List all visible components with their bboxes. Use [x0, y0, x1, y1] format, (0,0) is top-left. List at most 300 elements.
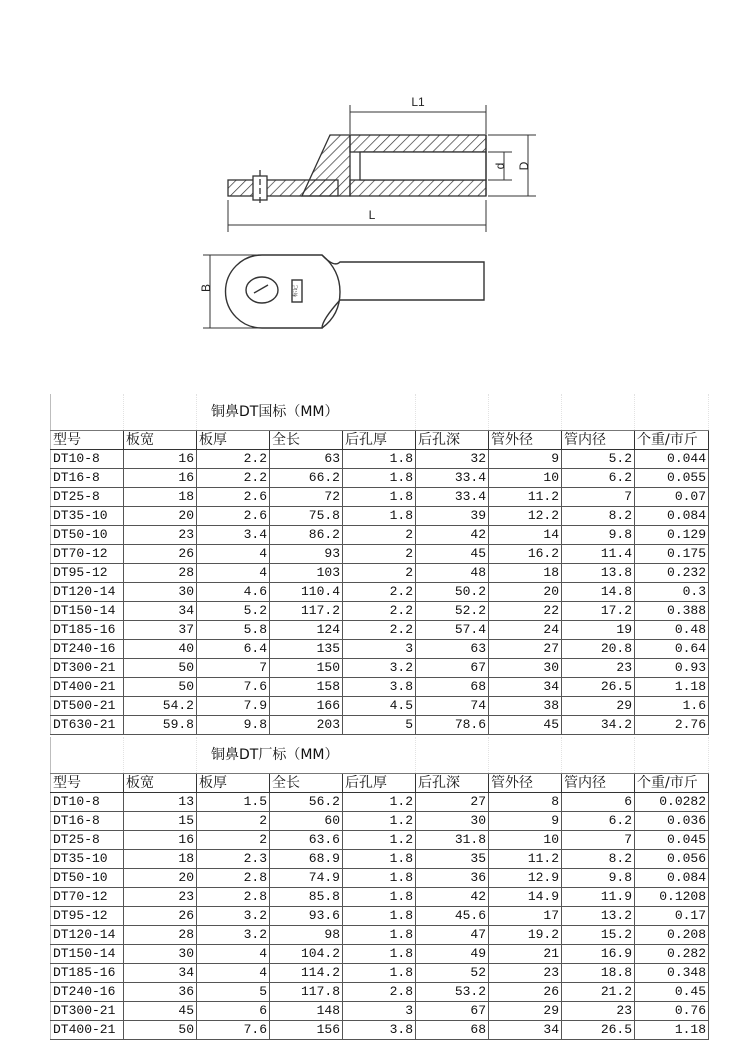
value-cell: 98 — [270, 926, 343, 945]
value-cell: 3.2 — [197, 907, 270, 926]
label-d-outer: D — [517, 161, 531, 171]
value-cell: 6.2 — [562, 469, 635, 488]
value-cell: 0.208 — [635, 926, 709, 945]
value-cell: 203 — [270, 716, 343, 735]
value-cell: 49 — [416, 945, 489, 964]
value-cell: 6 — [562, 793, 635, 812]
value-cell: 16.9 — [562, 945, 635, 964]
column-header: 后孔厚 — [343, 431, 416, 450]
value-cell: 52.2 — [416, 602, 489, 621]
value-cell: 21 — [489, 945, 562, 964]
value-cell: 67 — [416, 659, 489, 678]
table-title-row — [51, 737, 709, 774]
value-cell: 3.4 — [197, 526, 270, 545]
value-cell: 45 — [489, 716, 562, 735]
value-cell: 9 — [489, 450, 562, 469]
value-cell: 2.2 — [197, 450, 270, 469]
table-row — [51, 907, 709, 926]
value-cell: 34 — [124, 602, 197, 621]
value-cell: 9.8 — [197, 716, 270, 735]
value-cell: 2.8 — [197, 869, 270, 888]
value-cell: 14.8 — [562, 583, 635, 602]
value-cell: 4.5 — [343, 697, 416, 716]
value-cell: 31.8 — [416, 831, 489, 850]
value-cell: 39 — [416, 507, 489, 526]
value-cell: 6.2 — [562, 812, 635, 831]
table-row — [51, 716, 709, 735]
value-cell: 29 — [489, 1002, 562, 1021]
value-cell: 0.388 — [635, 602, 709, 621]
value-cell: 30 — [416, 812, 489, 831]
value-cell: 27 — [416, 793, 489, 812]
value-cell: 3.2 — [197, 926, 270, 945]
value-cell: 3 — [343, 640, 416, 659]
label-d-inner: d — [493, 162, 507, 170]
value-cell: 68.9 — [270, 850, 343, 869]
value-cell: 114.2 — [270, 964, 343, 983]
value-cell: 10 — [489, 469, 562, 488]
value-cell: 93.6 — [270, 907, 343, 926]
value-cell: 1.8 — [343, 469, 416, 488]
value-cell: 0.045 — [635, 831, 709, 850]
model-cell: DT95-12 — [51, 907, 124, 926]
value-cell: 11.2 — [489, 488, 562, 507]
value-cell: 85.8 — [270, 888, 343, 907]
table-row — [51, 450, 709, 469]
table-row — [51, 850, 709, 869]
value-cell: 21.2 — [562, 983, 635, 1002]
value-cell: 0.036 — [635, 812, 709, 831]
national-standard-table — [50, 394, 709, 735]
column-header: 后孔深 — [416, 431, 489, 450]
value-cell: 1.8 — [343, 869, 416, 888]
value-cell: 124 — [270, 621, 343, 640]
table-row — [51, 564, 709, 583]
value-cell: 23 — [124, 888, 197, 907]
value-cell: 1.8 — [343, 450, 416, 469]
column-header: 全长 — [270, 431, 343, 450]
value-cell: 5.2 — [562, 450, 635, 469]
table-row — [51, 469, 709, 488]
lug-technical-drawing — [0, 0, 750, 392]
model-cell: DT150-14 — [51, 602, 124, 621]
value-cell: 59.8 — [124, 716, 197, 735]
value-cell: 93 — [270, 545, 343, 564]
value-cell: 8.2 — [562, 850, 635, 869]
value-cell: 8 — [489, 793, 562, 812]
value-cell: 16 — [124, 469, 197, 488]
value-cell: 0.282 — [635, 945, 709, 964]
value-cell: 20.8 — [562, 640, 635, 659]
value-cell: 14.9 — [489, 888, 562, 907]
value-cell: 42 — [416, 888, 489, 907]
marking-stamp: 标记 — [292, 284, 299, 298]
value-cell: 4.6 — [197, 583, 270, 602]
value-cell: 23 — [489, 964, 562, 983]
value-cell: 38 — [489, 697, 562, 716]
label-l: L — [368, 208, 376, 222]
table-row — [51, 831, 709, 850]
value-cell: 34 — [489, 678, 562, 697]
column-header: 板厚 — [197, 774, 270, 793]
value-cell: 18.8 — [562, 964, 635, 983]
value-cell: 7 — [562, 831, 635, 850]
value-cell: 50.2 — [416, 583, 489, 602]
value-cell: 28 — [124, 926, 197, 945]
table-title: 铜鼻DT厂标（MM） — [197, 737, 416, 774]
value-cell: 74.9 — [270, 869, 343, 888]
value-cell: 3.8 — [343, 1021, 416, 1040]
column-header: 管外径 — [489, 431, 562, 450]
value-cell: 35 — [416, 850, 489, 869]
table-row — [51, 640, 709, 659]
value-cell: 22 — [489, 602, 562, 621]
model-cell: DT10-8 — [51, 793, 124, 812]
column-header: 后孔厚 — [343, 774, 416, 793]
value-cell: 34 — [489, 1021, 562, 1040]
column-header: 个重/市斤 — [635, 774, 709, 793]
value-cell: 18 — [124, 488, 197, 507]
value-cell: 11.4 — [562, 545, 635, 564]
model-cell: DT70-12 — [51, 545, 124, 564]
value-cell: 0.07 — [635, 488, 709, 507]
value-cell: 0.084 — [635, 869, 709, 888]
value-cell: 2.8 — [197, 888, 270, 907]
value-cell: 1.8 — [343, 907, 416, 926]
value-cell: 0.232 — [635, 564, 709, 583]
model-cell: DT120-14 — [51, 926, 124, 945]
model-cell: DT500-21 — [51, 697, 124, 716]
value-cell: 34.2 — [562, 716, 635, 735]
model-cell: DT240-16 — [51, 983, 124, 1002]
value-cell: 3 — [343, 1002, 416, 1021]
table-row — [51, 621, 709, 640]
value-cell: 0.175 — [635, 545, 709, 564]
value-cell: 12.9 — [489, 869, 562, 888]
value-cell: 2.6 — [197, 488, 270, 507]
value-cell: 5 — [343, 716, 416, 735]
value-cell: 1.18 — [635, 1021, 709, 1040]
value-cell: 15.2 — [562, 926, 635, 945]
table-row — [51, 697, 709, 716]
column-header: 管内径 — [562, 774, 635, 793]
value-cell: 57.4 — [416, 621, 489, 640]
value-cell: 1.8 — [343, 507, 416, 526]
model-cell: DT185-16 — [51, 964, 124, 983]
value-cell: 1.2 — [343, 812, 416, 831]
value-cell: 2.2 — [343, 602, 416, 621]
value-cell: 16 — [124, 831, 197, 850]
value-cell: 26.5 — [562, 678, 635, 697]
value-cell: 2.8 — [343, 983, 416, 1002]
column-header: 型号 — [51, 431, 124, 450]
column-header: 板宽 — [124, 431, 197, 450]
value-cell: 18 — [124, 850, 197, 869]
value-cell: 18 — [489, 564, 562, 583]
value-cell: 0.084 — [635, 507, 709, 526]
value-cell: 1.8 — [343, 850, 416, 869]
value-cell: 56.2 — [270, 793, 343, 812]
value-cell: 68 — [416, 1021, 489, 1040]
value-cell: 0.17 — [635, 907, 709, 926]
value-cell: 26.5 — [562, 1021, 635, 1040]
model-cell: DT25-8 — [51, 488, 124, 507]
value-cell: 30 — [124, 945, 197, 964]
value-cell: 4 — [197, 945, 270, 964]
model-cell: DT240-16 — [51, 640, 124, 659]
value-cell: 13 — [124, 793, 197, 812]
table-row — [51, 983, 709, 1002]
model-cell: DT16-8 — [51, 812, 124, 831]
value-cell: 148 — [270, 1002, 343, 1021]
table-row — [51, 526, 709, 545]
table-row — [51, 507, 709, 526]
value-cell: 4 — [197, 564, 270, 583]
value-cell: 1.2 — [343, 831, 416, 850]
table-title-row — [51, 394, 709, 431]
value-cell: 52 — [416, 964, 489, 983]
value-cell: 78.6 — [416, 716, 489, 735]
value-cell: 1.18 — [635, 678, 709, 697]
value-cell: 66.2 — [270, 469, 343, 488]
value-cell: 50 — [124, 659, 197, 678]
value-cell: 2 — [197, 812, 270, 831]
value-cell: 1.8 — [343, 945, 416, 964]
value-cell: 11.2 — [489, 850, 562, 869]
value-cell: 36 — [124, 983, 197, 1002]
table-row — [51, 678, 709, 697]
value-cell: 13.8 — [562, 564, 635, 583]
model-cell: DT50-10 — [51, 526, 124, 545]
value-cell: 11.9 — [562, 888, 635, 907]
value-cell: 1.8 — [343, 964, 416, 983]
value-cell: 42 — [416, 526, 489, 545]
value-cell: 54.2 — [124, 697, 197, 716]
model-cell: DT16-8 — [51, 469, 124, 488]
value-cell: 68 — [416, 678, 489, 697]
value-cell: 19.2 — [489, 926, 562, 945]
value-cell: 20 — [489, 583, 562, 602]
value-cell: 103 — [270, 564, 343, 583]
table-title: 铜鼻DT国标（MM） — [197, 394, 416, 431]
label-b: B — [199, 283, 213, 293]
value-cell: 1.8 — [343, 488, 416, 507]
value-cell: 13.2 — [562, 907, 635, 926]
value-cell: 50 — [124, 678, 197, 697]
value-cell: 7.6 — [197, 678, 270, 697]
value-cell: 2.2 — [197, 469, 270, 488]
value-cell: 30 — [489, 659, 562, 678]
value-cell: 2 — [343, 564, 416, 583]
value-cell: 2.2 — [343, 621, 416, 640]
table-row — [51, 964, 709, 983]
value-cell: 8.2 — [562, 507, 635, 526]
value-cell: 67 — [416, 1002, 489, 1021]
value-cell: 53.2 — [416, 983, 489, 1002]
value-cell: 16 — [124, 450, 197, 469]
value-cell: 20 — [124, 507, 197, 526]
table-row — [51, 812, 709, 831]
value-cell: 0.044 — [635, 450, 709, 469]
table-row — [51, 793, 709, 812]
column-header: 型号 — [51, 774, 124, 793]
side-section-view — [228, 135, 486, 206]
table-row — [51, 1021, 709, 1040]
value-cell: 75.8 — [270, 507, 343, 526]
value-cell: 9.8 — [562, 869, 635, 888]
value-cell: 1.8 — [343, 888, 416, 907]
label-l1: L1 — [411, 95, 425, 109]
value-cell: 1.5 — [197, 793, 270, 812]
value-cell: 1.8 — [343, 926, 416, 945]
value-cell: 117.2 — [270, 602, 343, 621]
table-row — [51, 545, 709, 564]
value-cell: 0.0282 — [635, 793, 709, 812]
value-cell: 47 — [416, 926, 489, 945]
value-cell: 5 — [197, 983, 270, 1002]
column-header: 全长 — [270, 774, 343, 793]
value-cell: 45 — [416, 545, 489, 564]
table-header-row — [51, 431, 709, 450]
value-cell: 30 — [124, 583, 197, 602]
value-cell: 32 — [416, 450, 489, 469]
value-cell: 26 — [124, 545, 197, 564]
column-header: 管外径 — [489, 774, 562, 793]
value-cell: 5.8 — [197, 621, 270, 640]
value-cell: 63 — [416, 640, 489, 659]
table-row — [51, 659, 709, 678]
value-cell: 2.6 — [197, 507, 270, 526]
table-row — [51, 869, 709, 888]
value-cell: 12.2 — [489, 507, 562, 526]
model-cell: DT35-10 — [51, 850, 124, 869]
value-cell: 9 — [489, 812, 562, 831]
model-cell: DT120-14 — [51, 583, 124, 602]
value-cell: 16.2 — [489, 545, 562, 564]
value-cell: 28 — [124, 564, 197, 583]
value-cell: 48 — [416, 564, 489, 583]
model-cell: DT50-10 — [51, 869, 124, 888]
value-cell: 0.76 — [635, 1002, 709, 1021]
value-cell: 60 — [270, 812, 343, 831]
value-cell: 110.4 — [270, 583, 343, 602]
value-cell: 34 — [124, 964, 197, 983]
value-cell: 150 — [270, 659, 343, 678]
value-cell: 63.6 — [270, 831, 343, 850]
value-cell: 166 — [270, 697, 343, 716]
value-cell: 45 — [124, 1002, 197, 1021]
table-row — [51, 945, 709, 964]
table-row — [51, 602, 709, 621]
table-row — [51, 888, 709, 907]
value-cell: 2.2 — [343, 583, 416, 602]
value-cell: 29 — [562, 697, 635, 716]
value-cell: 2.3 — [197, 850, 270, 869]
value-cell: 6 — [197, 1002, 270, 1021]
value-cell: 7.9 — [197, 697, 270, 716]
value-cell: 7 — [562, 488, 635, 507]
value-cell: 0.93 — [635, 659, 709, 678]
value-cell: 24 — [489, 621, 562, 640]
value-cell: 104.2 — [270, 945, 343, 964]
column-header: 个重/市斤 — [635, 431, 709, 450]
value-cell: 158 — [270, 678, 343, 697]
value-cell: 4 — [197, 545, 270, 564]
table-row — [51, 1002, 709, 1021]
model-cell: DT300-21 — [51, 1002, 124, 1021]
model-cell: DT10-8 — [51, 450, 124, 469]
model-cell: DT400-21 — [51, 1021, 124, 1040]
value-cell: 117.8 — [270, 983, 343, 1002]
value-cell: 0.348 — [635, 964, 709, 983]
value-cell: 3.2 — [343, 659, 416, 678]
value-cell: 26 — [489, 983, 562, 1002]
value-cell: 86.2 — [270, 526, 343, 545]
value-cell: 0.056 — [635, 850, 709, 869]
value-cell: 1.2 — [343, 793, 416, 812]
value-cell: 17.2 — [562, 602, 635, 621]
value-cell: 15 — [124, 812, 197, 831]
column-header: 管内径 — [562, 431, 635, 450]
value-cell: 156 — [270, 1021, 343, 1040]
value-cell: 0.45 — [635, 983, 709, 1002]
value-cell: 2 — [343, 545, 416, 564]
value-cell: 27 — [489, 640, 562, 659]
value-cell: 63 — [270, 450, 343, 469]
value-cell: 14 — [489, 526, 562, 545]
model-cell: DT25-8 — [51, 831, 124, 850]
value-cell: 2.76 — [635, 716, 709, 735]
model-cell: DT150-14 — [51, 945, 124, 964]
value-cell: 19 — [562, 621, 635, 640]
table-row — [51, 926, 709, 945]
value-cell: 0.129 — [635, 526, 709, 545]
value-cell: 0.055 — [635, 469, 709, 488]
column-header: 板厚 — [197, 431, 270, 450]
model-cell: DT95-12 — [51, 564, 124, 583]
value-cell: 72 — [270, 488, 343, 507]
value-cell: 1.6 — [635, 697, 709, 716]
value-cell: 45.6 — [416, 907, 489, 926]
top-view — [226, 255, 485, 328]
model-cell: DT400-21 — [51, 678, 124, 697]
value-cell: 0.3 — [635, 583, 709, 602]
value-cell: 23 — [562, 1002, 635, 1021]
value-cell: 17 — [489, 907, 562, 926]
model-cell: DT70-12 — [51, 888, 124, 907]
value-cell: 23 — [562, 659, 635, 678]
column-header: 板宽 — [124, 774, 197, 793]
value-cell: 0.1208 — [635, 888, 709, 907]
value-cell: 23 — [124, 526, 197, 545]
value-cell: 5.2 — [197, 602, 270, 621]
value-cell: 74 — [416, 697, 489, 716]
model-cell: DT185-16 — [51, 621, 124, 640]
value-cell: 135 — [270, 640, 343, 659]
value-cell: 33.4 — [416, 488, 489, 507]
value-cell: 2 — [197, 831, 270, 850]
model-cell: DT35-10 — [51, 507, 124, 526]
table-row — [51, 488, 709, 507]
value-cell: 26 — [124, 907, 197, 926]
model-cell: DT630-21 — [51, 716, 124, 735]
value-cell: 4 — [197, 964, 270, 983]
value-cell: 6.4 — [197, 640, 270, 659]
value-cell: 9.8 — [562, 526, 635, 545]
model-cell: DT300-21 — [51, 659, 124, 678]
value-cell: 0.48 — [635, 621, 709, 640]
value-cell: 3.8 — [343, 678, 416, 697]
